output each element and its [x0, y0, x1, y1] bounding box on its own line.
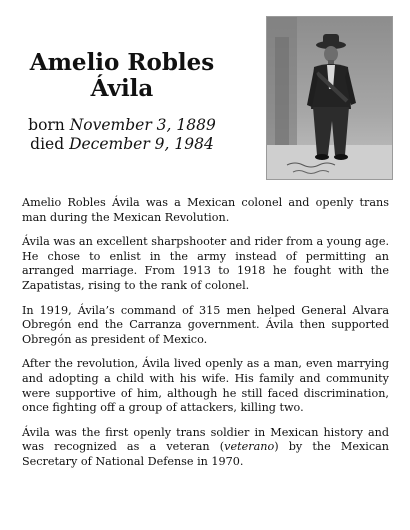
- bio-p5-italic: veterano: [224, 440, 275, 454]
- bio-p5-text-after: ) by the Mexican Secretary of National Defense in 1970.: [22, 440, 389, 468]
- bio-p5-text-before: Ávila was the first openly trans soldier in Mexican history and was recognized as a veteran (: [22, 425, 389, 454]
- born-label: born: [28, 116, 65, 134]
- bio-paragraph-5: [22, 426, 389, 470]
- bio-paragraph-4: After the revolution, Ávila lived openly as a man, even marrying and adopting a child with his wife. His family and community were supportive of him, although he still faced discrimination, once fighting off a group of attackers, killing two.: [22, 357, 389, 415]
- bio-paragraph-3: In 1919, Ávila’s command of 315 men helped General Alvara Obregón end the Carranza government. Ávila then supported Obregón as president of Mexico.: [22, 303, 389, 346]
- born-line: [22, 116, 222, 135]
- life-dates: [22, 116, 222, 154]
- portrait-photo: [266, 16, 393, 180]
- portrait-illustration: [267, 17, 392, 179]
- died-line: [22, 135, 222, 154]
- page-title: [22, 50, 222, 102]
- name-line-1: Amelio Robles: [29, 49, 215, 76]
- bio-paragraph-2: Ávila was an excellent sharpshooter and rider from a young age. He chose to enlist in the army instead of permitting an arranged marriage. From 1913 to 1918 he fought with the Zapatistas, rising to the rank of colonel.: [22, 235, 389, 292]
- bio-paragraph-1: Amelio Robles Ávila was a Mexican colonel and openly trans man during the Mexican Revolution.: [22, 196, 389, 224]
- born-date: November 3, 1889: [69, 116, 216, 134]
- biography: [22, 196, 389, 480]
- died-label: died: [30, 135, 65, 153]
- died-date: December 9, 1984: [69, 135, 214, 153]
- name-line-2: Ávila: [90, 75, 154, 102]
